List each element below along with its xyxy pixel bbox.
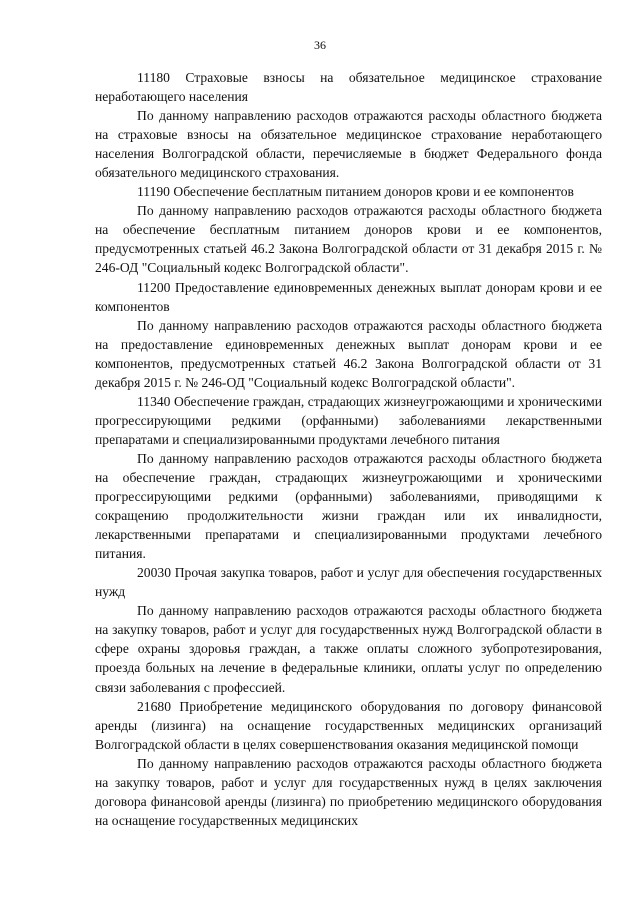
section-text-11200: По данному направлению расходов отражаются расходы областного бюджета на предоставление единовременных денежных выплат донорам крови и ее компонентов, предусмотренных статьей 46.2 Закона Волгоградской области от 31 декабря 2015 г. № 246-ОД "Социальный кодекс Волгоградской области". bbox=[95, 317, 602, 390]
section-heading-11200: 11200 Предоставление единовременных денежных выплат донорам крови и ее компонентов bbox=[95, 279, 602, 314]
section-heading-21680: 21680 Приобретение медицинского оборудования по договору финансовой аренды (лизинга) на оснащение государственных медицинских организаций Волгоградской области в целях совершенствования оказания медицинской помощи bbox=[95, 698, 602, 752]
section-text-11180: По данному направлению расходов отражаются расходы областного бюджета на страховые взносы на обязательное медицинское страхование неработающего населения Волгоградской области, перечисляемые в бюджет Федерального фонда обязательного медицинского страхования. bbox=[95, 108, 602, 181]
page-number: 36 bbox=[314, 38, 326, 52]
document-body bbox=[95, 68, 602, 830]
section-heading-11190: 11190 Обеспечение бесплатным питанием доноров крови и ее компонентов bbox=[137, 184, 574, 200]
section-heading-11340: 11340 Обеспечение граждан, страдающих жизнеугрожающими и хроническими прогрессирующими редкими (орфанными) заболеваниями лекарственными препаратами и специализированными продуктами лечебного питания bbox=[95, 393, 602, 447]
section-text-11190: По данному направлению расходов отражаются расходы областного бюджета на обеспечение бесплатным питанием доноров крови и ее компонентов, предусмотренных статьей 46.2 Закона Волгоградской области от 31 декабря 2015 г. № 246-ОД "Социальный кодекс Волгоградской области". bbox=[95, 203, 602, 276]
section-heading-20030: 20030 Прочая закупка товаров, работ и услуг для обеспечения государственных нужд bbox=[95, 565, 602, 600]
section-heading-11180: 11180 Страховые взносы на обязательное медицинское страхование неработающего населения bbox=[95, 70, 602, 105]
section-text-11340: По данному направлению расходов отражаются расходы областного бюджета на обеспечение граждан, страдающих жизнеугрожающими и хроническими прогрессирующими редкими (орфанными) заболеваниями, приводящими к сокращению продолжительности жизни граждан или их инвалидности, лекарственными препаратами и специализированными продуктами лечебного питания. bbox=[95, 450, 602, 562]
section-text-20030: По данному направлению расходов отражаются расходы областного бюджета на закупку товаров, работ и услуг для государственных нужд Волгоградской области в сфере охраны здоровья граждан, а также оплаты сложного зубопротезирования, проезда больных на лечение в федеральные клиники, оплаты услуг по определению связи заболевания с профессией. bbox=[95, 603, 602, 695]
section-text-21680: По данному направлению расходов отражаются расходы областного бюджета на закупку товаров, работ и услуг для государственных нужд в целях заключения договора финансовой аренды (лизинга) по приобретению медицинского оборудования на оснащение государственных медицинских bbox=[95, 755, 602, 828]
